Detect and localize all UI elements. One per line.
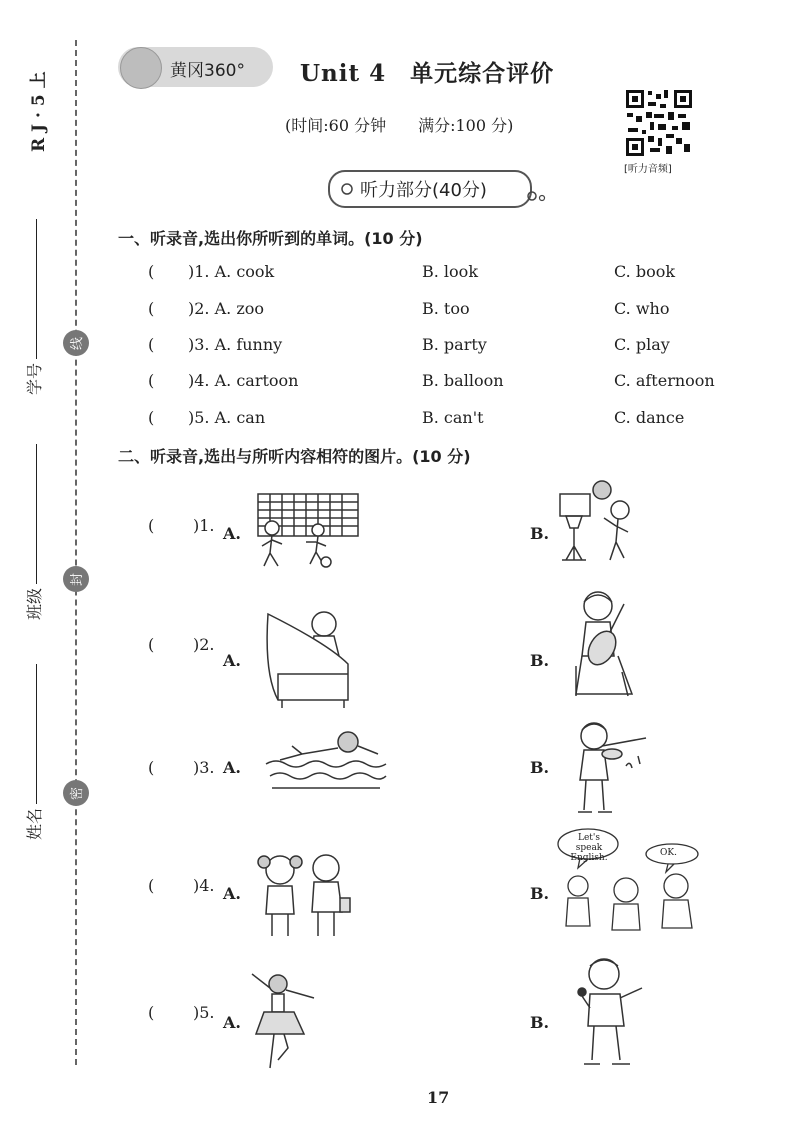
soccer-goal-icon[interactable]	[250, 488, 365, 570]
swimmer-icon[interactable]	[262, 724, 390, 796]
answer-blank[interactable]: (	[148, 262, 155, 281]
answer-blank[interactable]: (	[148, 408, 155, 427]
answer-blank[interactable]: (	[148, 876, 155, 895]
series-code: R J · 5 上	[29, 71, 49, 152]
option-c: C. book	[614, 262, 676, 281]
cut-mark-2: 封	[63, 566, 89, 592]
option-a: )2. A. zoo	[188, 299, 265, 318]
option-b: B. balloon	[422, 371, 504, 390]
time-score-info: (时间:60 分钟 满分:100 分)	[285, 116, 514, 135]
basketball-hoop-icon[interactable]	[552, 476, 642, 566]
violin-girl-icon[interactable]	[566, 716, 652, 816]
class-field[interactable]: 班级	[22, 444, 45, 620]
option-b: B. can't	[422, 408, 484, 427]
option-b: B. look	[422, 262, 479, 281]
cut-line	[75, 40, 77, 1065]
option-c: C. who	[614, 299, 670, 318]
option-a: )5. A. can	[188, 408, 266, 427]
page-title: Unit 4 单元综合评价	[300, 60, 555, 87]
section1-heading: 一、听录音,选出你所听到的单词。(10 分)	[118, 229, 423, 248]
bubble-dots-icon	[526, 188, 550, 202]
dancer-icon[interactable]	[248, 968, 320, 1072]
option-c: C. dance	[614, 408, 685, 427]
answer-blank[interactable]: (	[148, 1003, 155, 1022]
singer-icon[interactable]	[568, 954, 648, 1070]
speech-bubble-2: OK.	[660, 848, 677, 858]
answer-blank[interactable]: (	[148, 635, 155, 654]
piano-icon[interactable]	[258, 604, 358, 708]
cut-mark-1: 线	[63, 330, 89, 356]
option-c: C. play	[614, 335, 670, 354]
page-number: 17	[427, 1088, 450, 1107]
option-a: )1. A. cook	[188, 262, 275, 281]
option-b: B. too	[422, 299, 470, 318]
speech-bubble-1: Let's speak English.	[570, 833, 608, 863]
cut-mark-3: 密	[63, 780, 89, 806]
qr-code-icon[interactable]	[624, 88, 694, 158]
listening-banner: 听力部分(40分)	[328, 170, 548, 206]
logo-kids-icon	[120, 47, 162, 89]
option-b: B. party	[422, 335, 487, 354]
name-field[interactable]: 姓名	[22, 664, 45, 840]
answer-blank[interactable]: (	[148, 299, 155, 318]
option-a: )4. A. cartoon	[188, 371, 299, 390]
answer-blank[interactable]: (	[148, 758, 155, 777]
logo: 黄冈360°	[118, 47, 273, 87]
speaking-english-icon[interactable]	[556, 828, 706, 932]
option-a: )3. A. funny	[188, 335, 283, 354]
qr-caption: [听力音频]	[624, 164, 672, 175]
answer-blank[interactable]: (	[148, 516, 155, 535]
student-id-field[interactable]: 学号	[22, 219, 45, 395]
option-c: C. afternoon	[614, 371, 715, 390]
section2-heading: 二、听录音,选出与所听内容相符的图片。(10 分)	[118, 447, 471, 466]
pipa-girl-icon[interactable]	[562, 586, 642, 702]
two-girls-icon[interactable]	[256, 848, 356, 940]
circle-icon	[340, 182, 354, 196]
answer-blank[interactable]: (	[148, 371, 155, 390]
answer-blank[interactable]: (	[148, 335, 155, 354]
